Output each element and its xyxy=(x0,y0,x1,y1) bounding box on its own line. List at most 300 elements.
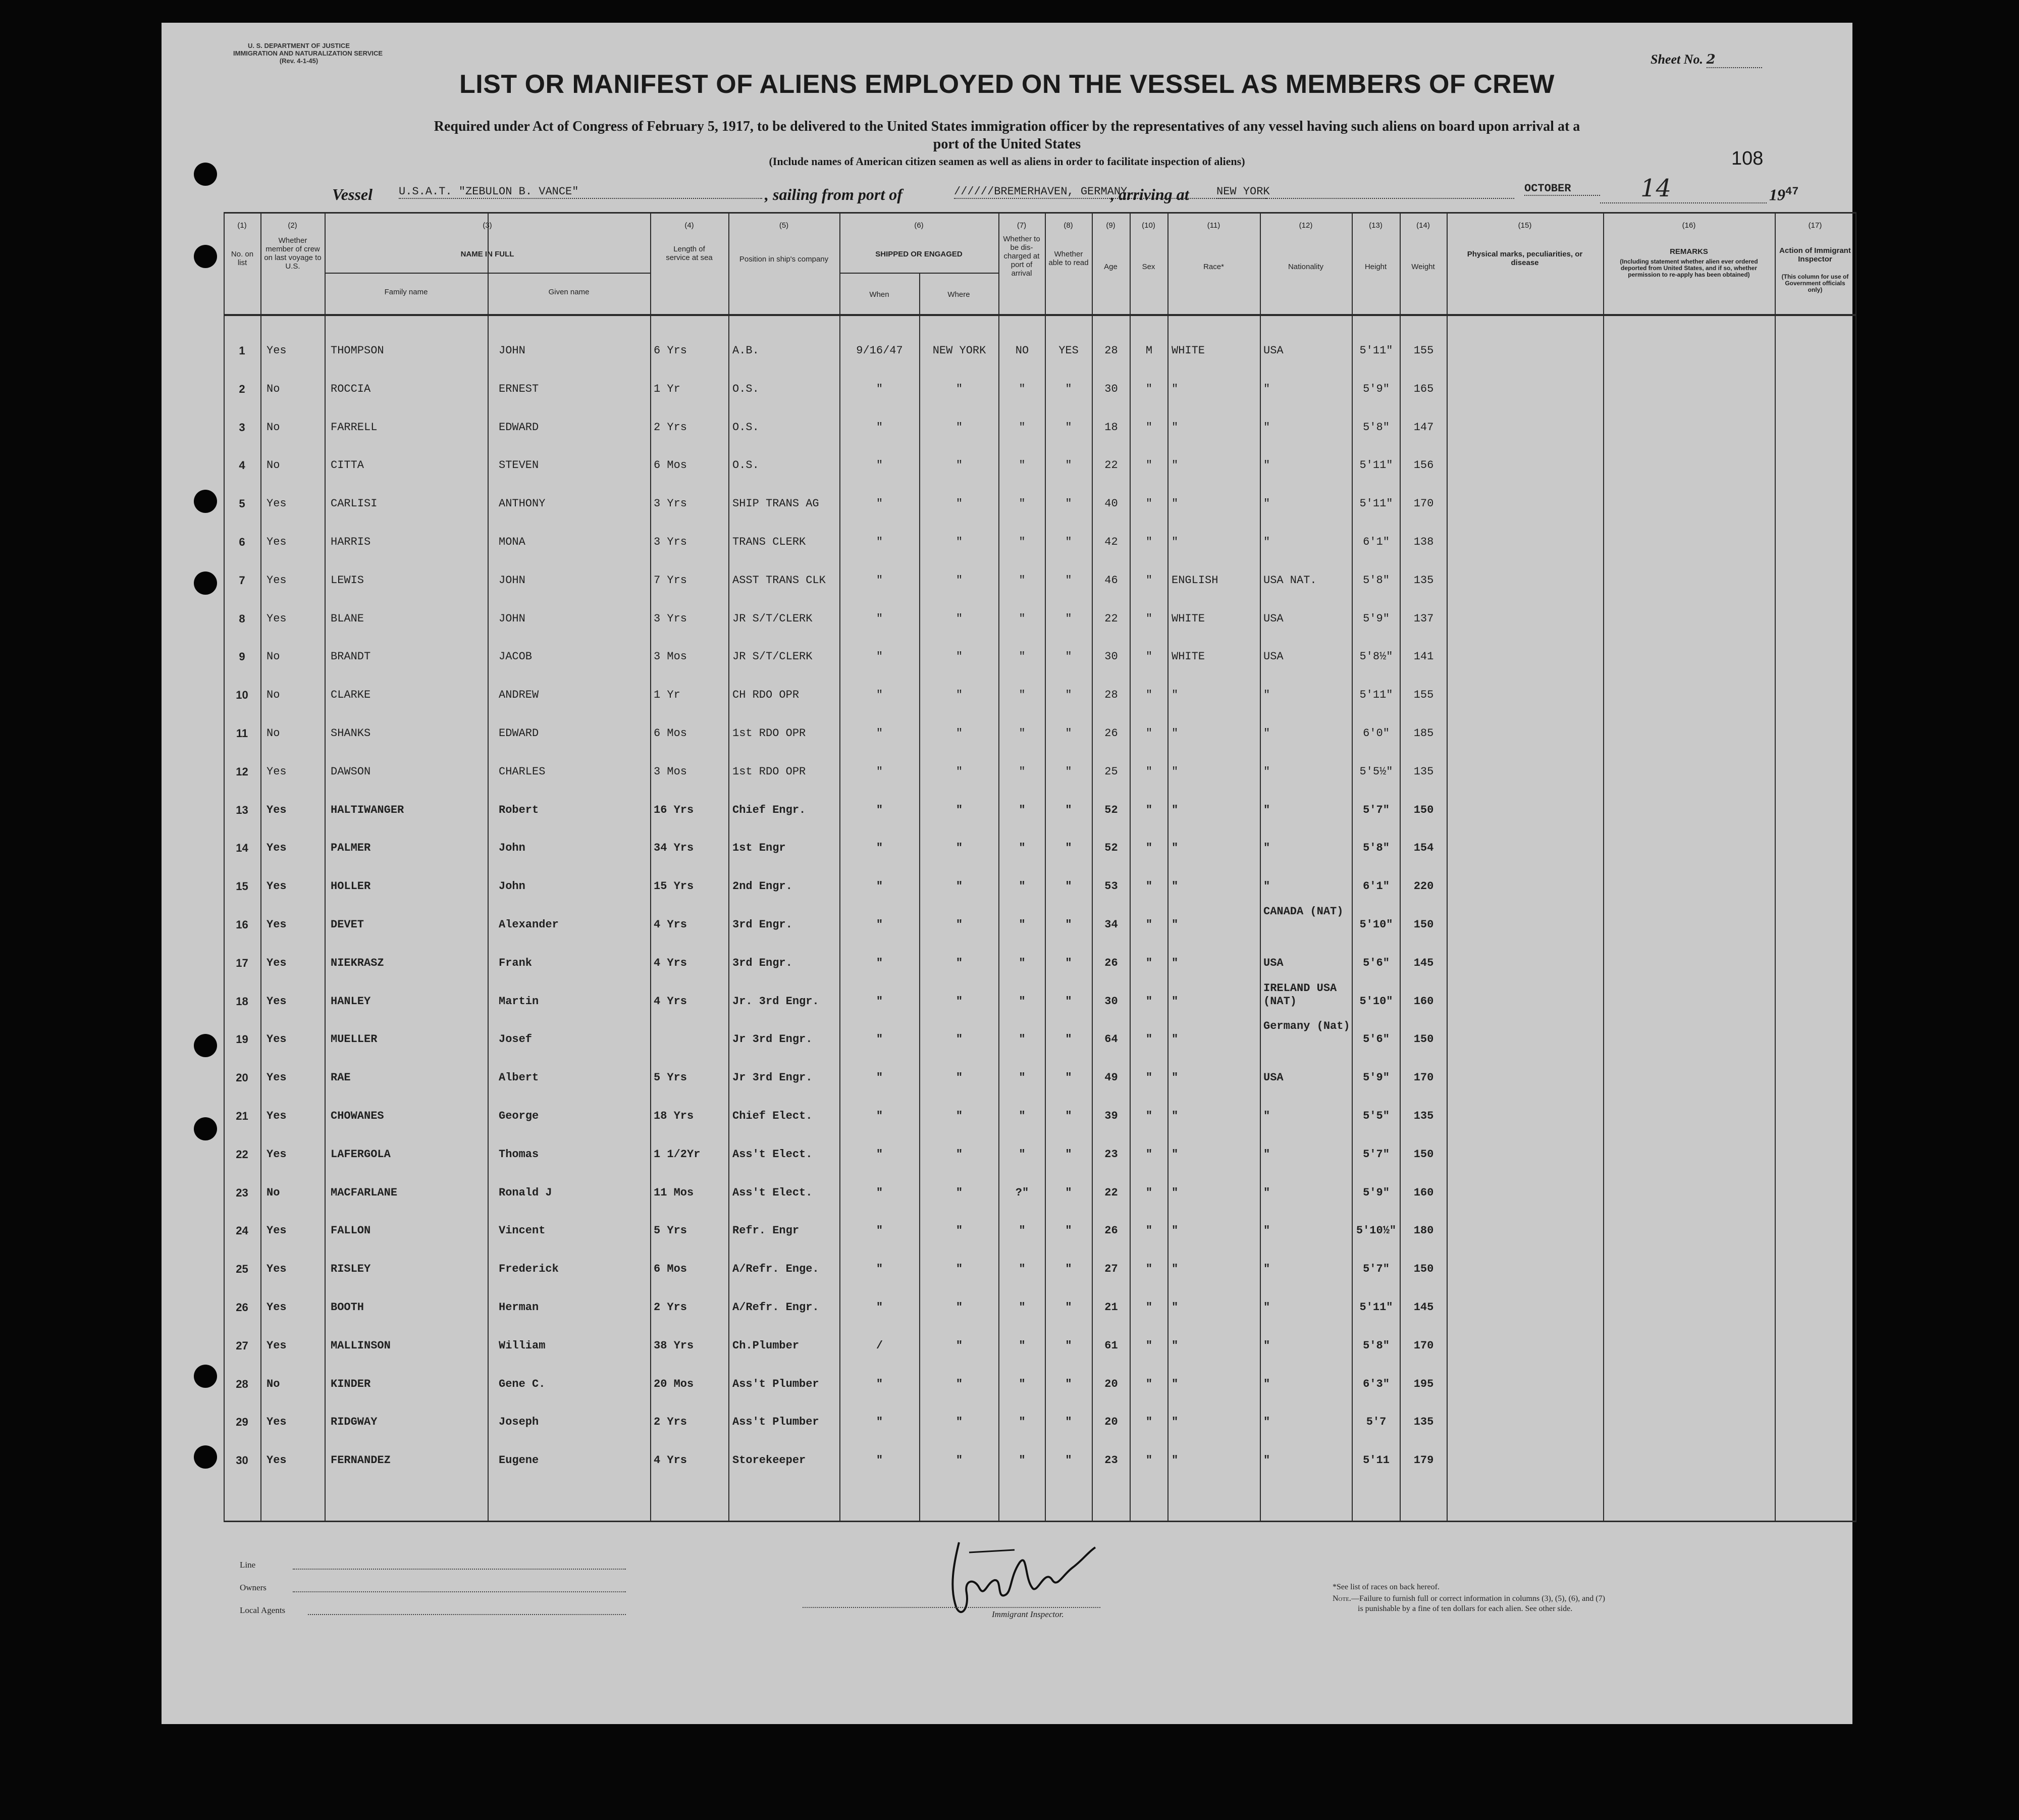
cell-race: " xyxy=(1172,689,1179,702)
cell-shipped-where: " xyxy=(955,1148,963,1161)
cell-service: 2 Yrs xyxy=(654,421,687,434)
cell-weight: 150 xyxy=(1413,803,1434,816)
table-row xyxy=(224,836,1856,873)
punch-hole xyxy=(194,1445,217,1469)
table-row xyxy=(224,1142,1856,1180)
col-num-13: (13) xyxy=(1369,221,1383,230)
cell-age: 26 xyxy=(1104,1224,1118,1237)
cell-weight: 156 xyxy=(1413,459,1434,472)
cell-discharged: " xyxy=(1019,995,1026,1008)
cell-able-to-read: " xyxy=(1065,1416,1072,1429)
cell-sex: " xyxy=(1145,1033,1153,1046)
table-row xyxy=(224,759,1856,797)
cell-last-voyage: Yes xyxy=(267,1263,287,1276)
cell-given-name: STEVEN xyxy=(499,459,539,472)
cell-shipped-where: " xyxy=(955,689,963,702)
cell-shipped-when: " xyxy=(876,918,883,931)
cell-able-to-read: " xyxy=(1065,803,1072,816)
failure-note xyxy=(1333,1594,1605,1614)
table-row xyxy=(224,1333,1856,1371)
header-given-name: Given name xyxy=(548,288,590,296)
cell-age: 23 xyxy=(1104,1454,1118,1467)
cell-position: 3rd Engr. xyxy=(732,956,792,969)
cell-age: 49 xyxy=(1104,1071,1118,1084)
cell-height: 5'7" xyxy=(1363,1263,1390,1276)
cell-no: 22 xyxy=(236,1148,248,1161)
cell-able-to-read: " xyxy=(1065,1148,1072,1161)
cell-height: 6'0" xyxy=(1363,727,1390,740)
table-row xyxy=(224,798,1856,836)
cell-given-name: Robert xyxy=(499,803,539,816)
cell-race: " xyxy=(1172,918,1179,931)
header-no-on-list: No. on list xyxy=(231,250,254,267)
cell-sex: " xyxy=(1145,1454,1153,1467)
sheet-number-label: Sheet No. xyxy=(1651,52,1703,67)
table-row xyxy=(224,377,1856,414)
header-height: Height xyxy=(1364,263,1387,271)
sailing-port: //////BREMERHAVEN, GERMANY xyxy=(954,185,1267,199)
cell-service: 5 Yrs xyxy=(654,1224,687,1237)
cell-age: 61 xyxy=(1104,1339,1118,1352)
owners-field xyxy=(293,1591,626,1592)
cell-given-name: ANDREW xyxy=(499,689,539,702)
cell-shipped-where: " xyxy=(955,1224,963,1237)
header-physical-marks: Physical marks, peculiarities, or disease xyxy=(1467,250,1583,267)
cell-sex: " xyxy=(1145,1263,1153,1276)
cell-height: 5'8½" xyxy=(1359,650,1393,663)
cell-given-name: Herman xyxy=(499,1301,539,1314)
cell-race: " xyxy=(1172,1071,1179,1084)
cell-last-voyage: Yes xyxy=(267,995,287,1008)
cell-service: 1 Yr xyxy=(654,382,680,395)
cell-discharged: " xyxy=(1019,382,1026,395)
cell-discharged: " xyxy=(1019,880,1026,893)
cell-shipped-where: " xyxy=(955,1033,963,1046)
cell-nationality: " xyxy=(1263,459,1270,472)
cell-able-to-read: " xyxy=(1065,497,1072,510)
cell-position: SHIP TRANS AG xyxy=(732,497,819,510)
cell-able-to-read: " xyxy=(1065,995,1072,1008)
subtitle-3: (Include names of American citizen seamen as well as aliens in order to facilitate inspection of aliens) xyxy=(769,155,1245,168)
table-row xyxy=(224,683,1856,720)
cell-race: " xyxy=(1172,459,1179,472)
cell-shipped-where: " xyxy=(955,459,963,472)
cell-family-name: HANLEY xyxy=(331,995,371,1008)
cell-race: ENGLISH xyxy=(1172,574,1218,587)
cell-race: " xyxy=(1172,995,1179,1008)
cell-family-name: HARRIS xyxy=(331,536,371,548)
cell-race: " xyxy=(1172,727,1179,740)
cell-race: " xyxy=(1172,382,1179,395)
cell-age: 26 xyxy=(1104,956,1118,969)
cell-no: 24 xyxy=(236,1224,248,1237)
cell-family-name: BRANDT xyxy=(331,650,371,663)
cell-no: 2 xyxy=(239,382,245,395)
cell-able-to-read: " xyxy=(1065,650,1072,663)
cell-nationality: " xyxy=(1263,689,1270,702)
cell-shipped-where: " xyxy=(955,1454,963,1467)
cell-age: 18 xyxy=(1104,421,1118,434)
cell-weight: 141 xyxy=(1413,650,1434,663)
cell-shipped-when: " xyxy=(876,1301,883,1314)
cell-age: 30 xyxy=(1104,650,1118,663)
header-able-to-read: Whether able to read xyxy=(1048,250,1089,267)
cell-nationality: " xyxy=(1263,1186,1270,1199)
cell-given-name: William xyxy=(499,1339,546,1352)
manifest-sheet xyxy=(162,23,1852,1724)
cell-position: Jr 3rd Engr. xyxy=(732,1071,813,1084)
cell-race: " xyxy=(1172,956,1179,969)
cell-able-to-read: " xyxy=(1065,1224,1072,1237)
cell-able-to-read: " xyxy=(1065,1186,1072,1199)
cell-sex: " xyxy=(1145,842,1153,855)
cell-shipped-where: " xyxy=(955,612,963,625)
cell-sex: " xyxy=(1145,956,1153,969)
cell-weight: 150 xyxy=(1413,1148,1434,1161)
cell-family-name: KINDER xyxy=(331,1377,371,1390)
cell-discharged: " xyxy=(1019,1263,1026,1276)
cell-nationality: USA xyxy=(1263,956,1284,969)
cell-discharged: " xyxy=(1019,1224,1026,1237)
arriving-port: NEW YORK xyxy=(1216,185,1514,199)
cell-sex: " xyxy=(1145,382,1153,395)
cell-last-voyage: Yes xyxy=(267,1224,287,1237)
cell-shipped-where: " xyxy=(955,1186,963,1199)
cell-given-name: JOHN xyxy=(499,574,525,587)
vessel-name: U.S.A.T. "ZEBULON B. VANCE" xyxy=(399,185,762,199)
cell-given-name: ANTHONY xyxy=(499,497,546,510)
header-discharged: Whether to be dis-charged at port of arrival xyxy=(1003,235,1040,278)
cell-no: 28 xyxy=(236,1377,248,1390)
cell-nationality: " xyxy=(1263,1339,1270,1352)
cell-height: 5'9" xyxy=(1363,382,1390,395)
cell-no: 21 xyxy=(236,1110,248,1122)
cell-sex: " xyxy=(1145,459,1153,472)
cell-discharged: " xyxy=(1019,650,1026,663)
cell-last-voyage: Yes xyxy=(267,1033,287,1046)
cell-height: 5'9" xyxy=(1363,612,1390,625)
cell-nationality: USA xyxy=(1263,344,1284,357)
cell-age: 39 xyxy=(1104,1110,1118,1122)
cell-weight: 138 xyxy=(1413,536,1434,548)
cell-race: " xyxy=(1172,497,1179,510)
cell-shipped-when: " xyxy=(876,1148,883,1161)
cell-position: TRANS CLERK xyxy=(732,536,806,548)
arriving-label: , arriving at xyxy=(1110,185,1189,203)
cell-height: 6'3" xyxy=(1363,1377,1390,1390)
cell-sex: " xyxy=(1145,574,1153,587)
cell-last-voyage: Yes xyxy=(267,765,287,778)
cell-able-to-read: " xyxy=(1065,1071,1072,1084)
note-text-1: —Failure to furnish full or correct information in columns (3), (5), (6), and (7) xyxy=(1351,1594,1605,1603)
cell-last-voyage: No xyxy=(267,459,280,472)
cell-discharged: " xyxy=(1019,459,1026,472)
cell-nationality: CANADA (NAT) xyxy=(1263,905,1344,918)
header-sex: Sex xyxy=(1142,263,1155,271)
cell-weight: 150 xyxy=(1413,1033,1434,1046)
cell-height: 5'8" xyxy=(1363,574,1390,587)
inspector-label: Immigrant Inspector. xyxy=(992,1609,1064,1619)
date-year xyxy=(1769,185,1798,204)
cell-sex: M xyxy=(1145,344,1153,357)
cell-position: Ass't Elect. xyxy=(732,1148,813,1161)
cell-service: 4 Yrs xyxy=(654,995,687,1008)
cell-shipped-where: " xyxy=(955,421,963,434)
cell-last-voyage: Yes xyxy=(267,1416,287,1429)
cell-shipped-where: " xyxy=(955,1377,963,1390)
cell-no: 5 xyxy=(239,497,245,510)
cell-sex: " xyxy=(1145,1110,1153,1122)
cell-position: ASST TRANS CLK xyxy=(732,574,826,587)
punch-hole xyxy=(194,1034,217,1057)
header-shipped-or-engaged: SHIPPED OR ENGAGED xyxy=(875,250,963,258)
subtitle-2: port of the United States xyxy=(933,136,1081,152)
cell-last-voyage: Yes xyxy=(267,1148,287,1161)
local-agents-field xyxy=(308,1614,626,1615)
cell-last-voyage: Yes xyxy=(267,803,287,816)
cell-given-name: Joseph xyxy=(499,1416,539,1429)
vessel-label: Vessel xyxy=(332,185,373,203)
cell-weight: 179 xyxy=(1413,1454,1434,1467)
cell-able-to-read: " xyxy=(1065,1339,1072,1352)
cell-nationality: " xyxy=(1263,1110,1270,1122)
cell-sex: " xyxy=(1145,803,1153,816)
agency-line-3: (Rev. 4-1-45) xyxy=(279,57,318,65)
table-row xyxy=(224,721,1856,759)
races-note: *See list of races on back hereof. xyxy=(1333,1583,1440,1591)
cell-sex: " xyxy=(1145,1339,1153,1352)
cell-height: 5'9" xyxy=(1363,1071,1390,1084)
cell-last-voyage: Yes xyxy=(267,1071,287,1084)
cell-no: 29 xyxy=(236,1416,248,1429)
cell-race: " xyxy=(1172,1186,1179,1199)
cell-shipped-where: " xyxy=(955,1416,963,1429)
table-row xyxy=(224,1257,1856,1294)
cell-service: 11 Mos xyxy=(654,1186,694,1199)
cell-last-voyage: Yes xyxy=(267,574,287,587)
cell-age: 25 xyxy=(1104,765,1118,778)
cell-age: 23 xyxy=(1104,1148,1118,1161)
cell-discharged: " xyxy=(1019,612,1026,625)
cell-given-name: JOHN xyxy=(499,344,525,357)
cell-able-to-read: " xyxy=(1065,842,1072,855)
punch-hole xyxy=(194,1117,217,1140)
cell-no: 17 xyxy=(236,956,248,969)
cell-no: 13 xyxy=(236,803,248,816)
cell-height: 6'1" xyxy=(1363,880,1390,893)
table-row xyxy=(224,338,1856,376)
cell-weight: 135 xyxy=(1413,574,1434,587)
cell-position: Refr. Engr xyxy=(732,1224,800,1237)
cell-age: 28 xyxy=(1104,689,1118,702)
cell-no: 20 xyxy=(236,1071,248,1084)
cell-family-name: SHANKS xyxy=(331,727,371,740)
cell-service: 3 Yrs xyxy=(654,612,687,625)
cell-family-name: PALMER xyxy=(331,842,371,855)
col-num-4: (4) xyxy=(684,221,694,230)
cell-weight: 135 xyxy=(1413,1110,1434,1122)
col-num-8: (8) xyxy=(1064,221,1073,230)
cell-family-name: BLANE xyxy=(331,612,364,625)
cell-family-name: THOMPSON xyxy=(331,344,384,357)
cell-position: Chief Engr. xyxy=(732,803,806,816)
cell-race: " xyxy=(1172,1148,1179,1161)
cell-nationality: " xyxy=(1263,1224,1270,1237)
header-family-name: Family name xyxy=(384,288,428,296)
cell-family-name: CITTA xyxy=(331,459,364,472)
cell-age: 42 xyxy=(1104,536,1118,548)
cell-discharged: " xyxy=(1019,574,1026,587)
line-field xyxy=(293,1569,626,1570)
table-row xyxy=(224,1372,1856,1410)
cell-shipped-where: " xyxy=(955,727,963,740)
cell-shipped-when: " xyxy=(876,1110,883,1122)
agency-line-2: IMMIGRATION AND NATURALIZATION SERVICE xyxy=(233,49,383,57)
cell-age: 46 xyxy=(1104,574,1118,587)
header-race: Race* xyxy=(1203,263,1224,271)
cell-position: A/Refr. Engr. xyxy=(732,1301,819,1314)
cell-given-name: Frederick xyxy=(499,1263,559,1276)
cell-position: 1st RDO OPR xyxy=(732,727,806,740)
cell-service: 3 Mos xyxy=(654,765,687,778)
cell-shipped-where: " xyxy=(955,803,963,816)
cell-race: " xyxy=(1172,1263,1179,1276)
header-position: Position in ship's company xyxy=(739,255,829,264)
cell-age: 20 xyxy=(1104,1377,1118,1390)
table-row xyxy=(224,951,1856,989)
table-row xyxy=(224,453,1856,491)
cell-family-name: MALLINSON xyxy=(331,1339,391,1352)
cell-service: 7 Yrs xyxy=(654,574,687,587)
cell-discharged: NO xyxy=(1015,344,1029,357)
cell-no: 23 xyxy=(236,1186,248,1199)
cell-discharged: " xyxy=(1019,956,1026,969)
cell-sex: " xyxy=(1145,880,1153,893)
cell-sex: " xyxy=(1145,497,1153,510)
cell-no: 25 xyxy=(236,1263,248,1276)
cell-weight: 135 xyxy=(1413,1416,1434,1429)
cell-able-to-read: " xyxy=(1065,536,1072,548)
table-row xyxy=(224,981,1856,1027)
cell-family-name: CLARKE xyxy=(331,689,371,702)
cell-race: WHITE xyxy=(1172,612,1205,625)
cell-able-to-read: " xyxy=(1065,1110,1072,1122)
table-row xyxy=(224,491,1856,529)
cell-no: 11 xyxy=(236,727,248,740)
cell-last-voyage: Yes xyxy=(267,1301,287,1314)
cell-position: O.S. xyxy=(732,382,759,395)
cell-able-to-read: " xyxy=(1065,459,1072,472)
agency-block xyxy=(233,42,383,65)
cell-weight: 160 xyxy=(1413,995,1434,1008)
cell-weight: 170 xyxy=(1413,497,1434,510)
cell-nationality: USA xyxy=(1263,1071,1284,1084)
cell-position: Ass't Elect. xyxy=(732,1186,813,1199)
cell-age: 22 xyxy=(1104,612,1118,625)
cell-weight: 145 xyxy=(1413,956,1434,969)
col-num-7: (7) xyxy=(1017,221,1027,230)
cell-given-name: Martin xyxy=(499,995,539,1008)
cell-shipped-when: 9/16/47 xyxy=(856,344,903,357)
col-num-17: (17) xyxy=(1808,221,1822,230)
cell-given-name: JACOB xyxy=(499,650,533,663)
cell-height: 5'6" xyxy=(1363,956,1390,969)
table-row xyxy=(224,1295,1856,1333)
cell-family-name: DEVET xyxy=(331,918,364,931)
cell-service: 1 Yr xyxy=(654,689,680,702)
cell-weight: 220 xyxy=(1413,880,1434,893)
cell-sex: " xyxy=(1145,536,1153,548)
cell-family-name: DAWSON xyxy=(331,765,371,778)
date-year-suffix: 47 xyxy=(1785,185,1799,198)
note-label: Note. xyxy=(1333,1594,1351,1603)
cell-family-name: LEWIS xyxy=(331,574,364,587)
col-num-14: (14) xyxy=(1416,221,1430,230)
cell-shipped-where: " xyxy=(955,1071,963,1084)
header-last-voyage: Whether member of crew on last voyage to U.S. xyxy=(264,236,322,271)
cell-able-to-read: " xyxy=(1065,689,1072,702)
cell-race: " xyxy=(1172,1224,1179,1237)
cell-shipped-when: " xyxy=(876,727,883,740)
cell-nationality: " xyxy=(1263,536,1270,548)
cell-family-name: CARLISI xyxy=(331,497,378,510)
cell-age: 30 xyxy=(1104,995,1118,1008)
cell-last-voyage: Yes xyxy=(267,918,287,931)
cell-family-name: FARRELL xyxy=(331,421,378,434)
cell-given-name: John xyxy=(499,880,525,893)
cell-no: 10 xyxy=(236,689,248,702)
cell-shipped-where: " xyxy=(955,1263,963,1276)
cell-last-voyage: Yes xyxy=(267,1339,287,1352)
cell-family-name: MACFARLANE xyxy=(331,1186,398,1199)
cell-position: O.S. xyxy=(732,459,759,472)
table-row xyxy=(224,568,1856,606)
cell-shipped-when: " xyxy=(876,650,883,663)
cell-no: 3 xyxy=(239,421,245,434)
cell-service: 3 Yrs xyxy=(654,536,687,548)
cell-race: " xyxy=(1172,1110,1179,1122)
cell-last-voyage: No xyxy=(267,382,280,395)
cell-position: 2nd Engr. xyxy=(732,880,792,893)
cell-given-name: EDWARD xyxy=(499,421,539,434)
header-weight: Weight xyxy=(1411,263,1435,271)
cell-nationality: Germany (Nat) xyxy=(1263,1020,1350,1033)
cell-shipped-when: " xyxy=(876,612,883,625)
cell-able-to-read: " xyxy=(1065,956,1072,969)
cell-race: " xyxy=(1172,842,1179,855)
cell-able-to-read: " xyxy=(1065,727,1072,740)
cell-last-voyage: Yes xyxy=(267,344,287,357)
cell-no: 19 xyxy=(236,1033,248,1046)
cell-discharged: " xyxy=(1019,765,1026,778)
cell-last-voyage: Yes xyxy=(267,612,287,625)
table-row xyxy=(224,530,1856,567)
table-row xyxy=(224,644,1856,682)
cell-height: 5'11" xyxy=(1359,497,1393,510)
cell-age: 22 xyxy=(1104,459,1118,472)
cell-service: 6 Mos xyxy=(654,727,687,740)
cell-given-name: Vincent xyxy=(499,1224,546,1237)
cell-sex: " xyxy=(1145,1377,1153,1390)
cell-family-name: HALTIWANGER xyxy=(331,803,404,816)
header-where: Where xyxy=(947,290,970,299)
cell-given-name: JOHN xyxy=(499,612,525,625)
cell-able-to-read: " xyxy=(1065,612,1072,625)
cell-age: 53 xyxy=(1104,880,1118,893)
cell-nationality: " xyxy=(1263,1301,1270,1314)
col-num-9: (9) xyxy=(1106,221,1115,230)
cell-age: 40 xyxy=(1104,497,1118,510)
